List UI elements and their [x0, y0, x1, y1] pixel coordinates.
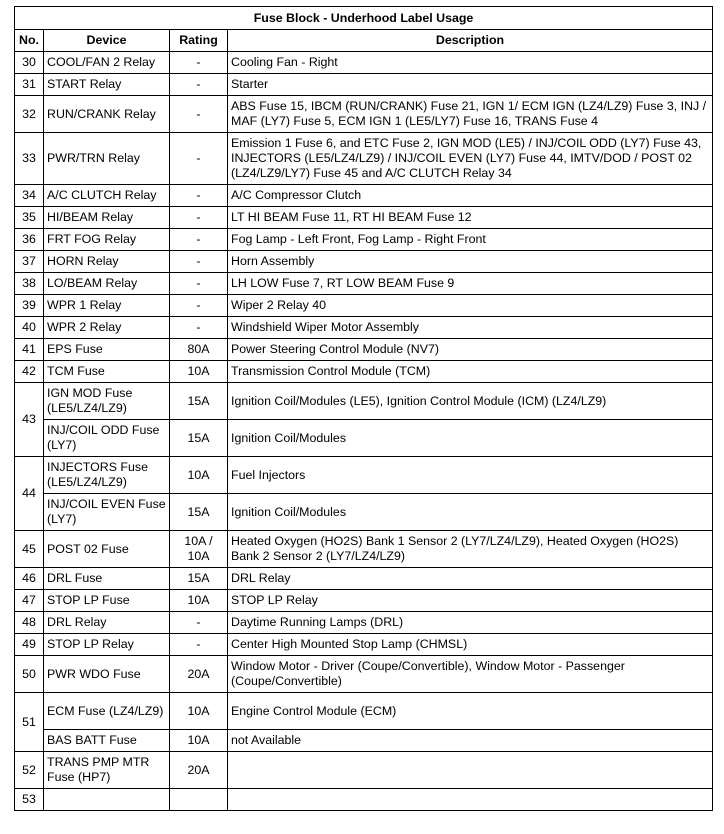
device-cell: COOL/FAN 2 Relay: [44, 52, 170, 74]
table-title: Fuse Block - Underhood Label Usage: [15, 7, 713, 30]
description-cell: Ignition Coil/Modules (LE5), Ignition Control Module (ICM) (LZ4/LZ9): [228, 383, 713, 420]
description-cell: [228, 789, 713, 811]
description-cell: Horn Assembly: [228, 251, 713, 273]
rating-cell: -: [170, 52, 228, 74]
row-number: 48: [15, 612, 44, 634]
fuse-table: [14, 6, 713, 811]
rating-cell: -: [170, 634, 228, 656]
rating-cell: -: [170, 273, 228, 295]
rating-cell: -: [170, 74, 228, 96]
device-cell: FRT FOG Relay: [44, 229, 170, 251]
header-rating: Rating: [170, 30, 228, 52]
header-no: No.: [15, 30, 44, 52]
device-cell: DRL Fuse: [44, 568, 170, 590]
table-row: [15, 494, 713, 531]
row-number: 38: [15, 273, 44, 295]
row-number: 32: [15, 96, 44, 133]
row-number: 40: [15, 317, 44, 339]
table-row: [15, 317, 713, 339]
description-cell: not Available: [228, 730, 713, 752]
table-row: [15, 339, 713, 361]
device-cell: LO/BEAM Relay: [44, 273, 170, 295]
row-number: 44: [15, 457, 44, 531]
rating-cell: -: [170, 207, 228, 229]
device-cell: WPR 1 Relay: [44, 295, 170, 317]
row-number: 52: [15, 752, 44, 789]
row-number: 37: [15, 251, 44, 273]
rating-cell: 10A: [170, 590, 228, 612]
description-cell: Starter: [228, 74, 713, 96]
table-row: [15, 420, 713, 457]
description-cell: STOP LP Relay: [228, 590, 713, 612]
device-cell: START Relay: [44, 74, 170, 96]
rating-cell: 15A: [170, 420, 228, 457]
row-number: 45: [15, 531, 44, 568]
table-row: [15, 52, 713, 74]
description-cell: ABS Fuse 15, IBCM (RUN/CRANK) Fuse 21, IGN 1/ ECM IGN (LZ4/LZ9) Fuse 3, INJ / MAF (LY7) Fuse 5, ECM IGN 1 (LE5/LY7) Fuse 16, TRANS Fuse 4: [228, 96, 713, 133]
device-cell: [44, 789, 170, 811]
table-row: [15, 568, 713, 590]
table-row: [15, 273, 713, 295]
rating-cell: 10A: [170, 361, 228, 383]
description-cell: LH LOW Fuse 7, RT LOW BEAM Fuse 9: [228, 273, 713, 295]
device-cell: INJECTORS Fuse (LE5/LZ4/LZ9): [44, 457, 170, 494]
rating-cell: -: [170, 185, 228, 207]
device-cell: IGN MOD Fuse (LE5/LZ4/LZ9): [44, 383, 170, 420]
row-number: 39: [15, 295, 44, 317]
device-cell: TRANS PMP MTR Fuse (HP7): [44, 752, 170, 789]
device-cell: INJ/COIL ODD Fuse (LY7): [44, 420, 170, 457]
description-cell: Window Motor - Driver (Coupe/Convertible), Window Motor - Passenger (Coupe/Convertible): [228, 656, 713, 693]
description-cell: Power Steering Control Module (NV7): [228, 339, 713, 361]
header-description: Description: [228, 30, 713, 52]
rating-cell: -: [170, 317, 228, 339]
description-cell: Ignition Coil/Modules: [228, 494, 713, 531]
row-number: 47: [15, 590, 44, 612]
table-row: [15, 590, 713, 612]
row-number: 43: [15, 383, 44, 457]
description-cell: [228, 752, 713, 789]
description-cell: Cooling Fan - Right: [228, 52, 713, 74]
rating-cell: -: [170, 133, 228, 185]
device-cell: DRL Relay: [44, 612, 170, 634]
device-cell: PWR WDO Fuse: [44, 656, 170, 693]
table-row: [15, 531, 713, 568]
description-cell: Fuel Injectors: [228, 457, 713, 494]
rating-cell: -: [170, 96, 228, 133]
rating-cell: 80A: [170, 339, 228, 361]
row-number: 51: [15, 693, 44, 752]
description-cell: Center High Mounted Stop Lamp (CHMSL): [228, 634, 713, 656]
device-cell: WPR 2 Relay: [44, 317, 170, 339]
description-cell: Emission 1 Fuse 6, and ETC Fuse 2, IGN MOD (LE5) / INJ/COIL ODD (LY7) Fuse 43, INJECTORS (LE5/LZ4/LZ9) / INJ/COIL EVEN (LY7) Fuse 44, IMTV/DOD / POST 02 (LZ4/LZ9/LY7) Fuse 45 and A/C CLUTCH Relay 34: [228, 133, 713, 185]
table-row: [15, 74, 713, 96]
table-row: [15, 295, 713, 317]
rating-cell: 10A / 10A: [170, 531, 228, 568]
description-cell: Windshield Wiper Motor Assembly: [228, 317, 713, 339]
device-cell: STOP LP Relay: [44, 634, 170, 656]
description-cell: Ignition Coil/Modules: [228, 420, 713, 457]
rating-cell: 10A: [170, 693, 228, 730]
description-cell: Transmission Control Module (TCM): [228, 361, 713, 383]
table-row: [15, 133, 713, 185]
rating-cell: 10A: [170, 457, 228, 494]
description-cell: Daytime Running Lamps (DRL): [228, 612, 713, 634]
description-cell: DRL Relay: [228, 568, 713, 590]
table-row: [15, 96, 713, 133]
device-cell: POST 02 Fuse: [44, 531, 170, 568]
description-cell: LT HI BEAM Fuse 11, RT HI BEAM Fuse 12: [228, 207, 713, 229]
rating-cell: 15A: [170, 568, 228, 590]
row-number: 42: [15, 361, 44, 383]
device-cell: INJ/COIL EVEN Fuse (LY7): [44, 494, 170, 531]
rating-cell: -: [170, 229, 228, 251]
device-cell: ECM Fuse (LZ4/LZ9): [44, 693, 170, 730]
row-number: 53: [15, 789, 44, 811]
row-number: 33: [15, 133, 44, 185]
description-cell: A/C Compressor Clutch: [228, 185, 713, 207]
table-row: [15, 229, 713, 251]
header-device: Device: [44, 30, 170, 52]
device-cell: HORN Relay: [44, 251, 170, 273]
table-row: [15, 656, 713, 693]
description-cell: Wiper 2 Relay 40: [228, 295, 713, 317]
row-number: 34: [15, 185, 44, 207]
device-cell: A/C CLUTCH Relay: [44, 185, 170, 207]
row-number: 31: [15, 74, 44, 96]
description-cell: Engine Control Module (ECM): [228, 693, 713, 730]
device-cell: TCM Fuse: [44, 361, 170, 383]
device-cell: RUN/CRANK Relay: [44, 96, 170, 133]
device-cell: BAS BATT Fuse: [44, 730, 170, 752]
rating-cell: -: [170, 295, 228, 317]
rating-cell: -: [170, 251, 228, 273]
rating-cell: [170, 789, 228, 811]
device-cell: PWR/TRN Relay: [44, 133, 170, 185]
table-row: [15, 789, 713, 811]
row-number: 41: [15, 339, 44, 361]
rating-cell: 10A: [170, 730, 228, 752]
table-row: [15, 361, 713, 383]
table-row: [15, 612, 713, 634]
rating-cell: 15A: [170, 494, 228, 531]
rating-cell: 15A: [170, 383, 228, 420]
table-row: [15, 383, 713, 420]
row-number: 30: [15, 52, 44, 74]
rating-cell: -: [170, 612, 228, 634]
table-row: [15, 634, 713, 656]
rating-cell: 20A: [170, 752, 228, 789]
table-row: [15, 730, 713, 752]
rating-cell: 20A: [170, 656, 228, 693]
row-number: 36: [15, 229, 44, 251]
table-row: [15, 185, 713, 207]
device-cell: HI/BEAM Relay: [44, 207, 170, 229]
table-row: [15, 752, 713, 789]
device-cell: EPS Fuse: [44, 339, 170, 361]
row-number: 49: [15, 634, 44, 656]
fuse-table-container: [14, 6, 712, 811]
row-number: 46: [15, 568, 44, 590]
row-number: 50: [15, 656, 44, 693]
description-cell: Fog Lamp - Left Front, Fog Lamp - Right Front: [228, 229, 713, 251]
row-number: 35: [15, 207, 44, 229]
table-row: [15, 457, 713, 494]
table-row: [15, 207, 713, 229]
table-row: [15, 251, 713, 273]
description-cell: Heated Oxygen (HO2S) Bank 1 Sensor 2 (LY7/LZ4/LZ9), Heated Oxygen (HO2S) Bank 2 Sensor 2 (LY7/LZ4/LZ9): [228, 531, 713, 568]
device-cell: STOP LP Fuse: [44, 590, 170, 612]
table-row: [15, 693, 713, 730]
